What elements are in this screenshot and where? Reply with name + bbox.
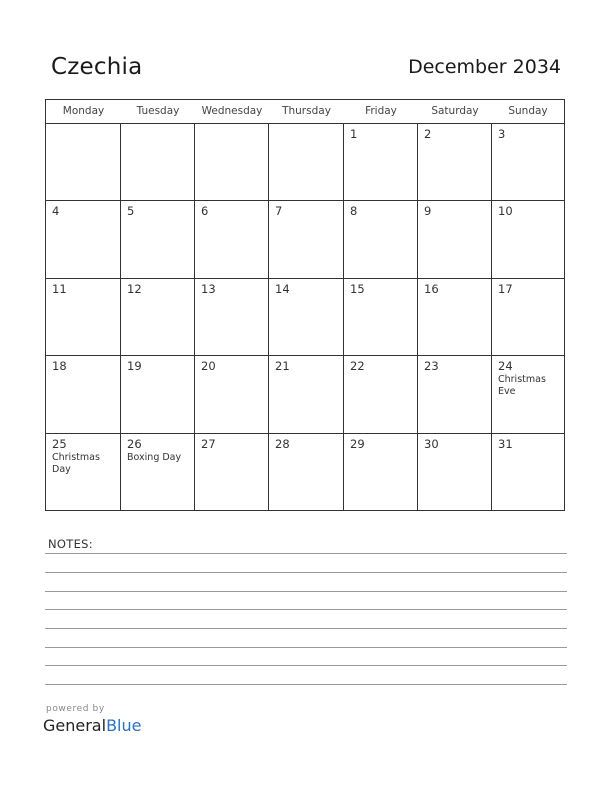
day-cell [344, 434, 418, 511]
day-number: 6 [201, 204, 209, 218]
day-number: 22 [350, 359, 365, 373]
day-number: 14 [275, 282, 290, 296]
day-cell [344, 201, 418, 278]
brand-general: General [43, 716, 107, 735]
holiday-label: Boxing Day [127, 452, 182, 463]
day-number: 17 [498, 282, 513, 296]
weekday-header-row [46, 100, 564, 124]
day-number: 13 [201, 282, 216, 296]
day-cell [492, 279, 564, 355]
weekday-thursday: Thursday [282, 105, 331, 117]
day-number: 19 [127, 359, 142, 373]
week-row [46, 201, 564, 279]
day-number: 25 [52, 437, 67, 451]
day-number: 9 [424, 204, 432, 218]
day-cell [344, 279, 418, 355]
day-cell [195, 279, 269, 355]
notes-line [45, 665, 567, 666]
day-number: 23 [424, 359, 439, 373]
day-number: 15 [350, 282, 365, 296]
day-cell [344, 356, 418, 433]
day-cell [121, 279, 195, 355]
weekday-tuesday: Tuesday [136, 105, 180, 117]
month-year-title: December 2034 [408, 56, 561, 78]
day-cell [195, 434, 269, 511]
day-number: 26 [127, 437, 142, 451]
holiday-label: Christmas Eve [498, 374, 546, 397]
day-cell [269, 434, 344, 511]
day-cell [195, 124, 269, 200]
day-number: 24 [498, 359, 513, 373]
day-number: 27 [201, 437, 216, 451]
day-cell [269, 279, 344, 355]
day-cell [46, 356, 121, 433]
country-title: Czechia [51, 54, 143, 80]
week-row [46, 124, 564, 201]
weekday-wednesday: Wednesday [201, 105, 263, 117]
day-cell [418, 356, 492, 433]
day-cell [269, 201, 344, 278]
day-cell [121, 434, 195, 511]
notes-line [45, 553, 567, 554]
notes-line [45, 572, 567, 573]
day-number: 5 [127, 204, 135, 218]
day-cell [195, 201, 269, 278]
day-number: 30 [424, 437, 439, 451]
day-cell [195, 356, 269, 433]
notes-line [45, 591, 567, 592]
day-number: 20 [201, 359, 216, 373]
day-cell [46, 279, 121, 355]
day-number: 1 [350, 127, 358, 141]
day-cell [492, 201, 564, 278]
day-cell [418, 434, 492, 511]
day-cell [418, 124, 492, 200]
brand-blue: Blue [106, 716, 142, 735]
day-cell [121, 124, 195, 200]
day-number: 16 [424, 282, 439, 296]
day-cell [121, 356, 195, 433]
day-number: 11 [52, 282, 67, 296]
day-number: 4 [52, 204, 60, 218]
day-cell [46, 201, 121, 278]
day-number: 2 [424, 127, 432, 141]
day-cell [46, 124, 121, 200]
day-cell [344, 124, 418, 200]
week-row [46, 279, 564, 356]
day-cell [269, 356, 344, 433]
day-number: 29 [350, 437, 365, 451]
day-number: 18 [52, 359, 67, 373]
day-cell [492, 356, 564, 433]
notes-line [45, 647, 567, 648]
day-number: 31 [498, 437, 513, 451]
day-number: 10 [498, 204, 513, 218]
weekday-saturday: Saturday [431, 105, 479, 117]
day-number: 7 [275, 204, 283, 218]
weekday-friday: Friday [365, 105, 397, 117]
week-row [46, 356, 564, 434]
day-number: 12 [127, 282, 142, 296]
day-cell [418, 201, 492, 278]
day-cell [46, 434, 121, 511]
day-cell [492, 434, 564, 511]
generalblue-logo [43, 716, 141, 735]
weekday-monday: Monday [62, 105, 105, 117]
day-cell [492, 124, 564, 200]
powered-by-text: powered by [46, 704, 105, 714]
week-row [46, 434, 564, 511]
notes-line [45, 609, 567, 610]
notes-label: NOTES: [48, 537, 93, 551]
weekday-sunday: Sunday [508, 105, 548, 117]
day-cell [269, 124, 344, 200]
day-cell [121, 201, 195, 278]
holiday-label: Christmas Day [52, 452, 100, 475]
day-number: 8 [350, 204, 358, 218]
notes-line [45, 684, 567, 685]
day-number: 28 [275, 437, 290, 451]
day-cell [418, 279, 492, 355]
day-number: 21 [275, 359, 290, 373]
calendar-grid [45, 99, 565, 511]
day-number: 3 [498, 127, 506, 141]
notes-line [45, 628, 567, 629]
